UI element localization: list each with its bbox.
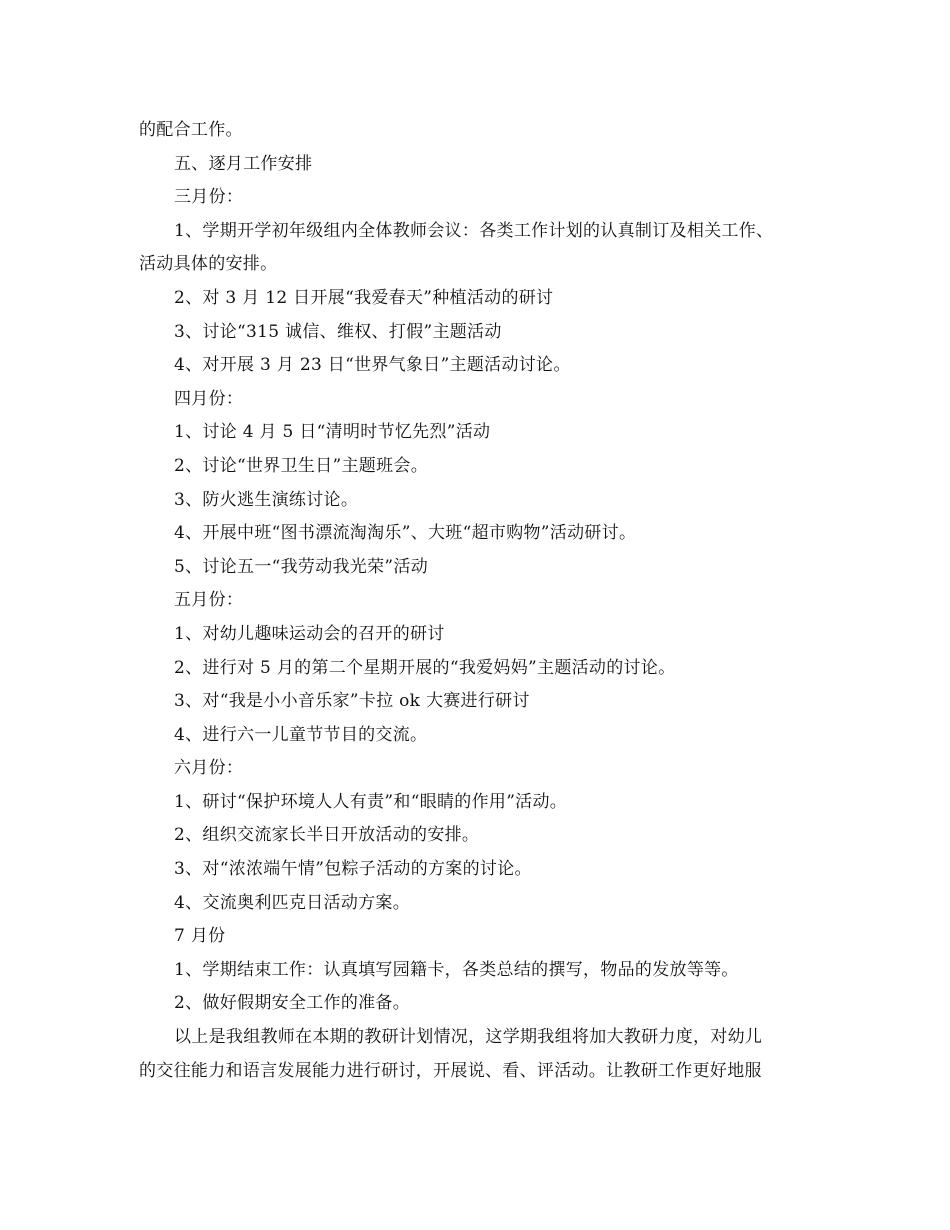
- text-line: 4、对开展 3 月 23 日“世界气象日”主题活动讨论。: [174, 355, 571, 376]
- text-line: 3、防火逃生演练讨论。: [174, 489, 359, 510]
- text-line: 3、对“我是小小音乐家”卡拉 ok 大赛进行研讨: [174, 691, 530, 712]
- text-line: 活动具体的安排。: [139, 254, 278, 275]
- text-line: 4、交流奥利匹克日活动方案。: [174, 892, 411, 913]
- text-line: 1、学期开学初年级组内全体教师会议：各类工作计划的认真制订及相关工作、: [174, 220, 774, 241]
- text-line: 4、进行六一儿童节节目的交流。: [174, 724, 428, 745]
- text-line: 1、学期结束工作：认真填写园籍卡，各类总结的撰写，物品的发放等等。: [174, 959, 739, 980]
- text-line: 4、开展中班“图书漂流淘淘乐”、大班“超市购物”活动研讨。: [174, 523, 637, 544]
- text-line: 1、讨论 4 月 5 日“清明时节忆先烈”活动: [174, 422, 491, 443]
- text-line: 2、组织交流家长半日开放活动的安排。: [174, 825, 480, 846]
- text-line: 2、做好假期安全工作的准备。: [174, 993, 411, 1014]
- text-line: 三月份：: [174, 187, 244, 208]
- document-body: [139, 114, 814, 1088]
- text-line: 五月份：: [174, 590, 244, 611]
- text-line: 7 月份: [174, 926, 226, 947]
- text-line: 3、讨论“315 诚信、维权、打假”主题活动: [174, 321, 502, 342]
- text-line: 五、逐月工作安排: [174, 153, 313, 174]
- text-line: 的配合工作。: [139, 120, 243, 140]
- text-line: 的交往能力和语言发展能力进行研讨，开展说、看、评活动。让教研工作更好地服: [139, 1060, 762, 1081]
- text-line: 2、讨论“世界卫生日”主题班会。: [174, 455, 428, 476]
- text-line: 2、进行对 5 月的第二个星期开展的“我爱妈妈”主题活动的讨论。: [174, 657, 676, 678]
- text-line: 四月份：: [174, 388, 244, 409]
- text-line: 1、研讨“保护环境人人有责”和“眼睛的作用”活动。: [174, 791, 568, 812]
- text-line: 2、对 3 月 12 日开展“我爱春天”种植活动的研讨: [174, 287, 554, 308]
- text-line: 3、对“浓浓端午情”包粽子活动的方案的讨论。: [174, 859, 532, 880]
- text-line: 六月份：: [174, 758, 244, 779]
- text-line: 5、讨论五一“我劳动我光荣”活动: [174, 556, 428, 577]
- text-line: 以上是我组教师在本期的教研计划情况，这学期我组将加大教研力度，对幼儿: [174, 1027, 763, 1048]
- text-line: 1、对幼儿趣味运动会的召开的研讨: [174, 623, 445, 644]
